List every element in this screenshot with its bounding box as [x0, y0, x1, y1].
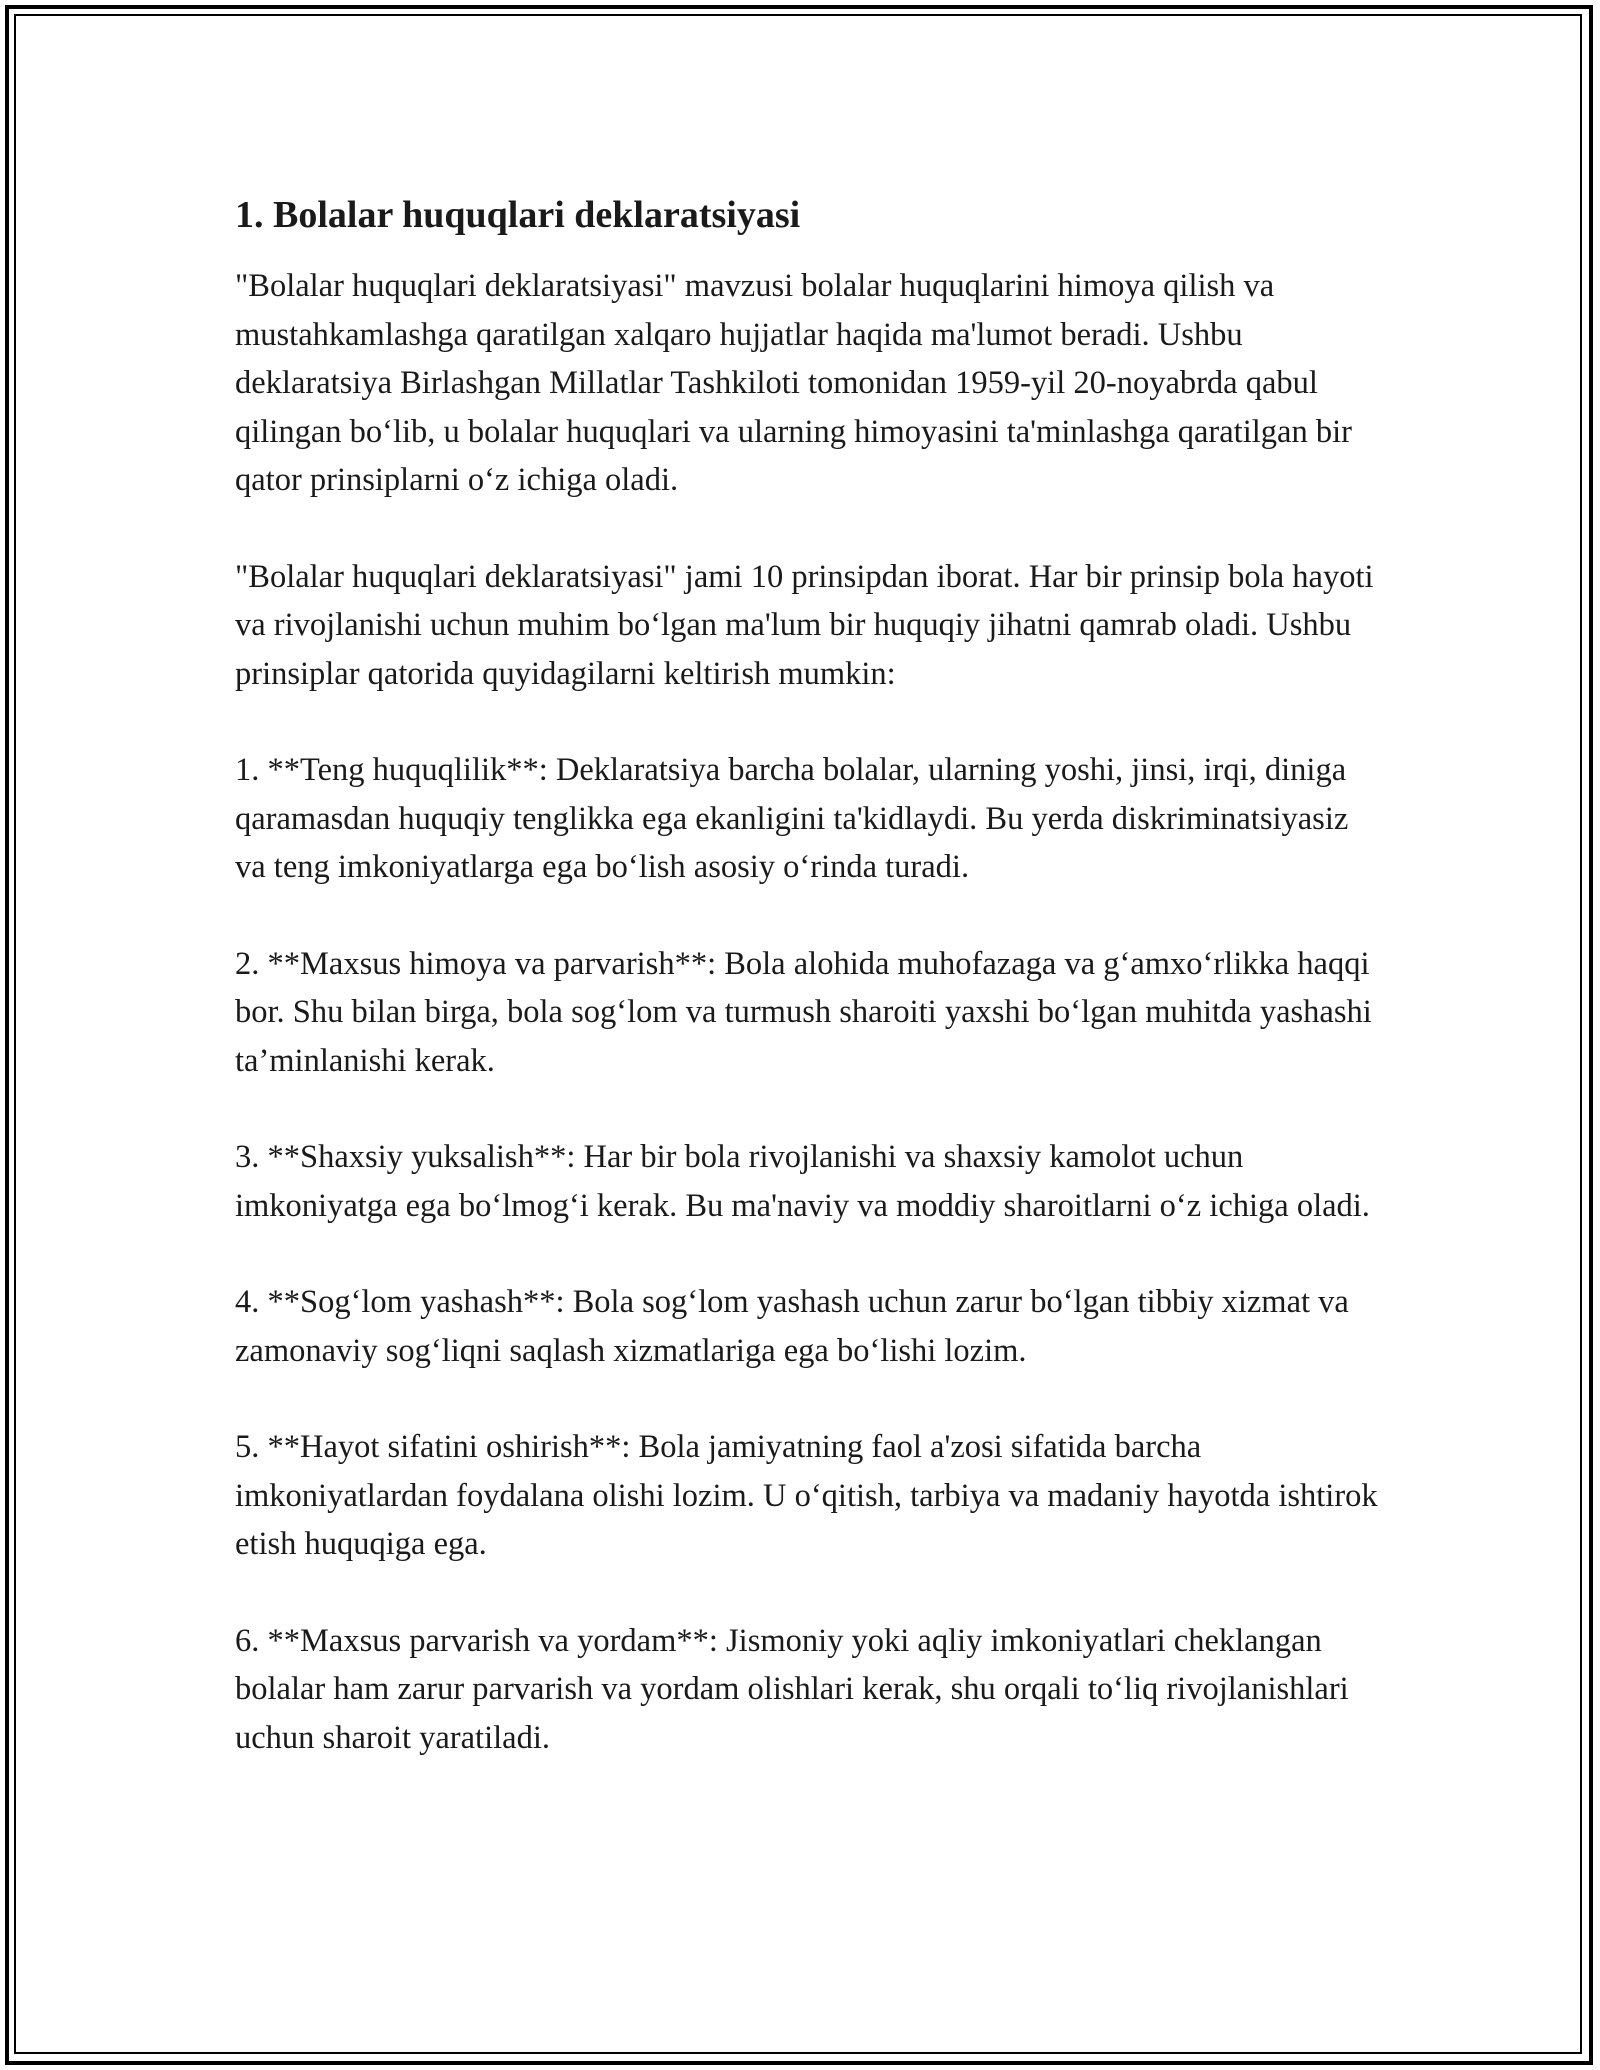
principle-item-4: 4. **Sog‘lom yashash**: Bola sog‘lom yashash uchun zarur bo‘lgan tibbiy xizmat va zamonaviy sog‘liqni saqlash xizmatlariga ega bo‘lishi lozim.	[235, 1284, 1357, 1369]
document-body	[235, 190, 1385, 1810]
principle-item-3: 3. **Shaxsiy yuksalish**: Har bir bola rivojlanishi va shaxsiy kamolot uchun imkoniyatga ega bo‘lmog‘i kerak. Bu ma'naviy va moddiy sharoitlarni o‘z ichiga oladi.	[235, 1139, 1370, 1224]
principles-intro-paragraph: "Bolalar huquqlari deklaratsiyasi" jami 10 prinsipdan iborat. Har bir prinsip bola hayoti va rivojlanishi uchun muhim bo‘lgan ma'lum bir huquqiy jihatni qamrab oladi. Ushbu prinsiplar qatorida quyidagilarni keltirish mumkin:	[235, 558, 1382, 692]
principle-item-6: 6. **Maxsus parvarish va yordam**: Jismoniy yoki aqliy imkoniyatlari cheklangan bolalar ham zarur parvarish va yordam olishlari kerak, shu orqali to‘liq rivojlanishlari uchun sharoit yaratiladi.	[235, 1622, 1357, 1756]
principle-item-2: 2. **Maxsus himoya va parvarish**: Bola alohida muhofazaga va g‘amxo‘rlikka haqqi bor. Shu bilan birga, bola sog‘lom va turmush sharoiti yaxshi bo‘lgan muhitda yashashi ta’minlanishi kerak.	[235, 945, 1380, 1079]
intro-paragraph: "Bolalar huquqlari deklaratsiyasi" mavzusi bolalar huquqlarini himoya qilish va mustahkamlashga qaratilgan xalqaro hujjatlar haqida ma'lumot beradi. Ushbu deklaratsiya Birlashgan Millatlar Tashkiloti tomonidan 1959-yil 20-noyabrda qabul qilingan bo‘lib, u bolalar huquqlari va ularning himoyasini ta'minlashga qaratilgan bir qator prinsiplarni o‘z ichiga oladi.	[235, 268, 1361, 498]
document-title: 1. Bolalar huquqlari deklaratsiyasi	[235, 194, 801, 236]
principle-item-1: 1. **Teng huquqlilik**: Deklaratsiya barcha bolalar, ularning yoshi, jinsi, irqi, diniga qaramasdan huquqiy tenglikka ega ekanligini ta'kidlaydi. Bu yerda diskriminatsiyasiz va teng imkoniyatlarga ega bo‘lish asosiy o‘rinda turadi.	[235, 752, 1357, 885]
principle-item-5: 5. **Hayot sifatini oshirish**: Bola jamiyatning faol a'zosi sifatida barcha imkoniyatlardan foydalana olishi lozim. U o‘qitish, tarbiya va madaniy hayotda ishtirok etish huquqiga ega.	[235, 1429, 1386, 1562]
